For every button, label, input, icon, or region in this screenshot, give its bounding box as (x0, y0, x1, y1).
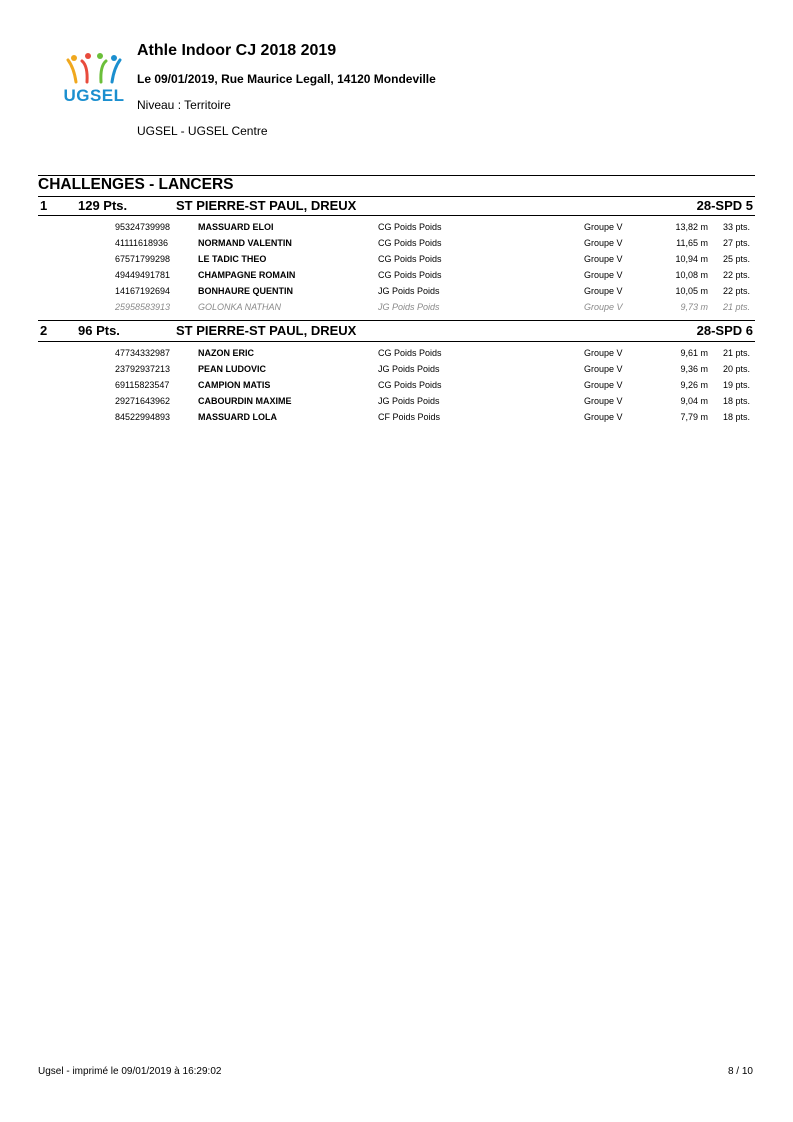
athlete-event: CG Poids Poids (378, 348, 442, 358)
athlete-name: CHAMPAGNE ROMAIN (198, 270, 296, 280)
athlete-event: JG Poids Poids (378, 364, 440, 374)
athlete-points: 21 pts. (722, 348, 750, 358)
team-points: 129 Pts. (78, 198, 128, 213)
athlete-name: CAMPION MATIS (198, 380, 271, 390)
athlete-id: 69115823547 (115, 380, 170, 390)
athlete-points: 27 pts. (722, 238, 750, 248)
team-name: ST PIERRE-ST PAUL, DREUX (176, 323, 357, 338)
divider (38, 215, 755, 216)
athlete-id: 25958583913 (115, 302, 171, 312)
athlete-id: 84522994893 (115, 412, 171, 422)
athlete-id: 67571799298 (115, 254, 171, 264)
athlete-event: CG Poids Poids (378, 270, 442, 280)
event-title: Athle Indoor CJ 2018 2019 (137, 42, 337, 59)
divider (38, 196, 755, 197)
athlete-performance: 9,26 m (680, 380, 708, 390)
athlete-event: JG Poids Poids (378, 396, 440, 406)
athlete-name: PEAN LUDOVIC (198, 364, 267, 374)
athlete-event: CG Poids Poids (378, 380, 442, 390)
athlete-performance: 9,36 m (680, 364, 708, 374)
athlete-row (38, 348, 755, 364)
athlete-name: BONHAURE QUENTIN (198, 286, 294, 296)
athlete-row (38, 222, 755, 238)
event-organisation: UGSEL - UGSEL Centre (137, 124, 268, 138)
athlete-performance: 10,08 m (675, 270, 708, 280)
athlete-performance: 11,65 m (676, 238, 708, 248)
team-row (38, 198, 755, 216)
ugsel-logo (62, 52, 126, 106)
athlete-id: 47734332987 (115, 348, 171, 358)
athlete-row-not-counted (38, 302, 755, 318)
athlete-id: 41111618936 (115, 238, 169, 248)
athlete-row (38, 254, 755, 270)
athlete-group: Groupe V (584, 302, 623, 312)
athlete-group: Groupe V (584, 270, 623, 280)
team-rank: 1 (40, 198, 48, 213)
athlete-id: 49449491781 (115, 270, 171, 280)
athlete-group: Groupe V (584, 222, 623, 232)
athlete-points: 33 pts. (722, 222, 750, 232)
figures-icon (62, 52, 126, 86)
section-title: CHALLENGES - LANCERS (38, 176, 234, 193)
athlete-group: Groupe V (584, 238, 623, 248)
event-level: Niveau : Territoire (137, 98, 231, 112)
athlete-event: CG Poids Poids (378, 238, 442, 248)
athlete-name: CABOURDIN MAXIME (198, 396, 292, 406)
athlete-event: JG Poids Poids (378, 286, 440, 296)
athlete-event: CF Poids Poids (378, 412, 441, 422)
athlete-name: MASSUARD ELOI (198, 222, 274, 232)
athlete-id: 29271643962 (115, 396, 171, 406)
athlete-row (38, 364, 755, 380)
athlete-row (38, 380, 755, 396)
athlete-row (38, 412, 755, 428)
athlete-name: GOLONKA NATHAN (198, 302, 282, 312)
athlete-points: 22 pts. (722, 286, 750, 296)
athlete-points: 21 pts. (722, 302, 750, 312)
athlete-group: Groupe V (584, 348, 623, 358)
athlete-row (38, 270, 755, 286)
athlete-performance: 9,61 m (680, 348, 708, 358)
team-name: ST PIERRE-ST PAUL, DREUX (176, 198, 357, 213)
athlete-group: Groupe V (584, 380, 623, 390)
divider (38, 341, 755, 342)
team-code: 28-SPD 5 (696, 198, 753, 213)
athlete-name: NAZON ERIC (198, 348, 254, 358)
athlete-group: Groupe V (584, 254, 623, 264)
athlete-id: 23792937213 (115, 364, 171, 374)
athlete-group: Groupe V (584, 364, 623, 374)
athlete-event: CG Poids Poids (378, 222, 442, 232)
athlete-event: CG Poids Poids (378, 254, 442, 264)
athlete-points: 19 pts. (722, 380, 750, 390)
athlete-performance: 9,04 m (680, 396, 708, 406)
athlete-performance: 7,79 m (680, 412, 708, 422)
divider (38, 320, 755, 321)
athlete-points: 18 pts. (722, 412, 750, 422)
athlete-performance: 13,82 m (675, 222, 708, 232)
athlete-performance: 9,73 m (680, 302, 708, 312)
athlete-row (38, 286, 755, 302)
athlete-id: 95324739998 (115, 222, 171, 232)
logo-text: UGSEL (63, 86, 125, 105)
athlete-row (38, 396, 755, 412)
print-timestamp: Ugsel - imprimé le 09/01/2019 à 16:29:02 (38, 1066, 222, 1077)
athlete-group: Groupe V (584, 396, 623, 406)
athlete-event: JG Poids Poids (378, 302, 440, 312)
event-date-location: Le 09/01/2019, Rue Maurice Legall, 14120 Mondeville (137, 72, 436, 86)
athlete-points: 22 pts. (722, 270, 750, 280)
team-row (38, 323, 755, 341)
athlete-name: NORMAND VALENTIN (198, 238, 292, 248)
athlete-name: MASSUARD LOLA (198, 412, 277, 422)
athlete-row (38, 238, 755, 254)
team-code: 28-SPD 6 (696, 323, 753, 338)
team-rank: 2 (40, 323, 48, 338)
athlete-name: LE TADIC THEO (198, 254, 267, 264)
athlete-performance: 10,94 m (675, 254, 708, 264)
athlete-group: Groupe V (584, 286, 623, 296)
athlete-performance: 10,05 m (675, 286, 708, 296)
page-number: 8 / 10 (727, 1066, 753, 1077)
athlete-points: 18 pts. (722, 396, 750, 406)
athlete-id: 14167192694 (115, 286, 171, 296)
team-points: 96 Pts. (78, 323, 120, 338)
athlete-group: Groupe V (584, 412, 623, 422)
athlete-points: 20 pts. (722, 364, 750, 374)
athlete-points: 25 pts. (722, 254, 750, 264)
